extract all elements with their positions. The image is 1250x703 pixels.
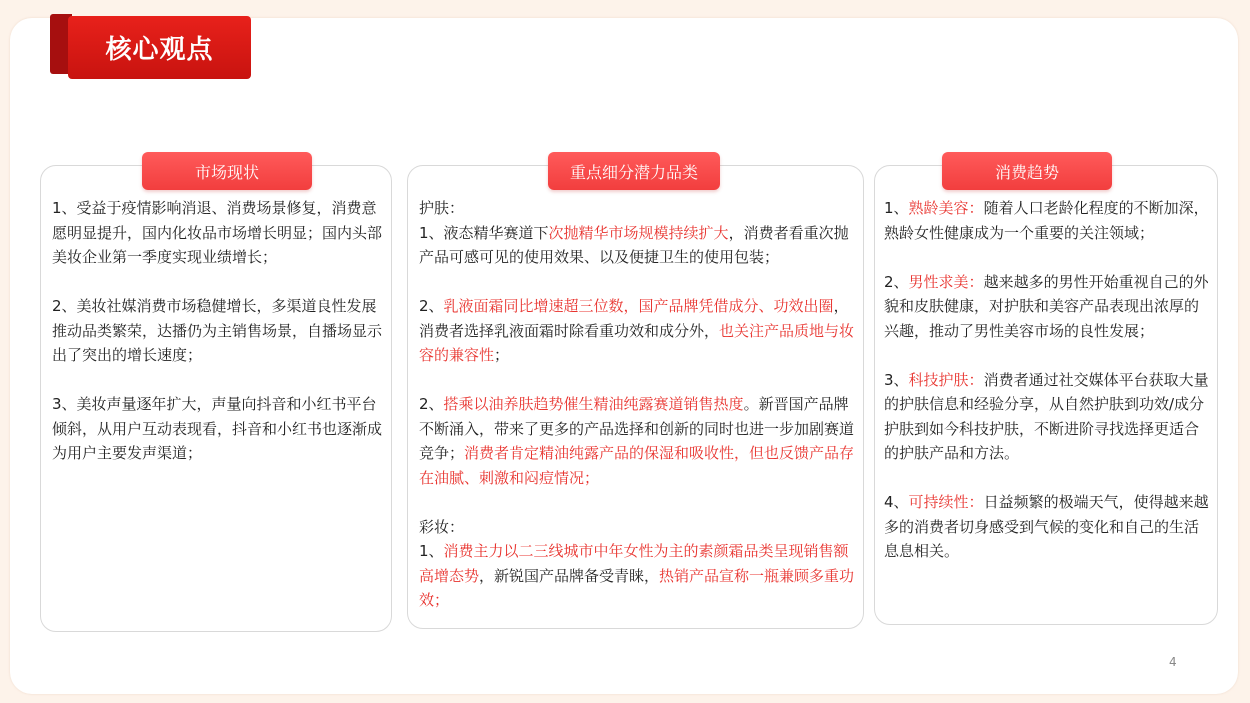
highlight-segment: 搭乘以油养肤趋势催生精油纯露赛道销售热度	[443, 395, 744, 413]
trend-point-4	[884, 490, 1210, 564]
page-number: 4	[1169, 655, 1177, 669]
market-point-2: 2、美妆社媒消费市场稳健增长，多渠道良性发展推动品类繁荣，达播仍为主销售场景，自播场显示出了突出的增长速度；	[52, 297, 383, 364]
category-point-cream	[419, 294, 859, 368]
market-point-1: 1、受益于疫情影响消退、消费场景修复，消费意愿明显提升，国内化妆品市场增长明显；国内头部美妆企业第一季度实现业绩增长；	[52, 199, 383, 266]
category-point-makeup	[419, 539, 859, 613]
text-segment: 随着人口老龄化程度的不断加深，熟龄女性健康成为一个重要的关注领域；	[884, 199, 1209, 242]
text-segment: 2、	[419, 297, 444, 315]
trend-point-1	[884, 196, 1210, 245]
category-point-oil	[419, 392, 859, 490]
text-segment: ，消费者选择乳液面霜时除看重功效和成分外，	[419, 297, 849, 340]
highlight-segment: 可持续性：	[908, 493, 984, 511]
highlight-segment: 热销产品宣称一瓶兼顾多重功效；	[419, 566, 855, 609]
text-segment: 1、	[884, 199, 909, 217]
trend-point-3	[884, 368, 1210, 466]
market-panel-header: 市场现状	[142, 152, 312, 190]
category-point-serum	[419, 221, 859, 270]
highlight-segment: 乳液面霜同比增速超三位数，国产品牌凭借成分、功效出圈	[443, 297, 834, 315]
text-segment: 1、液态精华赛道下	[419, 223, 549, 242]
highlight-segment: 科技护肤：	[908, 370, 984, 389]
text-segment: 3、	[884, 370, 909, 389]
categories-panel-body	[419, 196, 859, 613]
page-title: 核心观点	[68, 16, 251, 79]
highlight-segment: 熟龄美容：	[908, 199, 984, 217]
market-panel-body	[52, 196, 382, 466]
text-segment: 消费者通过社交媒体平台获取大量的护肤信息和经验分享，从自然护肤到功效/成分护肤到如今科技护肤，不断进阶寻找选择更适合的护肤产品和方法。	[884, 370, 1209, 462]
highlight-segment: 消费主力以二三线城市中年女性为主的素颜霜品类呈现销售额高增态势	[419, 542, 849, 585]
text-segment: 2、	[884, 272, 909, 291]
text-segment: 4、	[884, 493, 909, 511]
categories-panel-header: 重点细分潜力品类	[548, 152, 720, 190]
text-segment: ，消费者看重次抛产品可感可见的使用效果、以及便捷卫生的使用包装；	[419, 223, 849, 266]
text-segment: 日益频繁的极端天气，使得越来越多的消费者切身感受到气候的变化和自己的生活息息相关。	[884, 493, 1209, 560]
trend-point-2	[884, 270, 1210, 344]
highlight-segment: 也关注产品质地与妆容的兼容性	[419, 321, 855, 364]
text-segment: 2、	[419, 395, 444, 413]
text-segment: 。新晋国产品牌不断涌入，带来了更多的产品选择和创新的同时也进一步加剧赛道竞争；	[419, 395, 855, 462]
trends-panel-body	[884, 196, 1210, 564]
trends-panel-header: 消费趋势	[942, 152, 1112, 190]
makeup-label: 彩妆：	[419, 517, 465, 536]
text-segment: 越来越多的男性开始重视自己的外貌和皮肤健康，对护肤和美容产品表现出浓厚的兴趣，推动了男性美容市场的良性发展；	[884, 272, 1209, 340]
skincare-label: 护肤：	[419, 199, 465, 217]
highlight-segment: 消费者肯定精油纯露产品的保湿和吸收性，但也反馈产品存在油腻、刺激和闷痘情况；	[419, 444, 855, 487]
text-segment: 1、	[419, 542, 444, 560]
market-point-3: 3、美妆声量逐年扩大，声量向抖音和小红书平台倾斜，从用户互动表现看，抖音和小红书也逐渐成为用户主要发声渠道；	[52, 395, 383, 462]
text-segment: ，新锐国产品牌备受青睐，	[479, 566, 660, 585]
highlight-segment: 男性求美：	[908, 272, 984, 291]
text-segment: ；	[494, 346, 510, 364]
highlight-segment: 次抛精华市场规模持续扩大	[548, 223, 729, 242]
